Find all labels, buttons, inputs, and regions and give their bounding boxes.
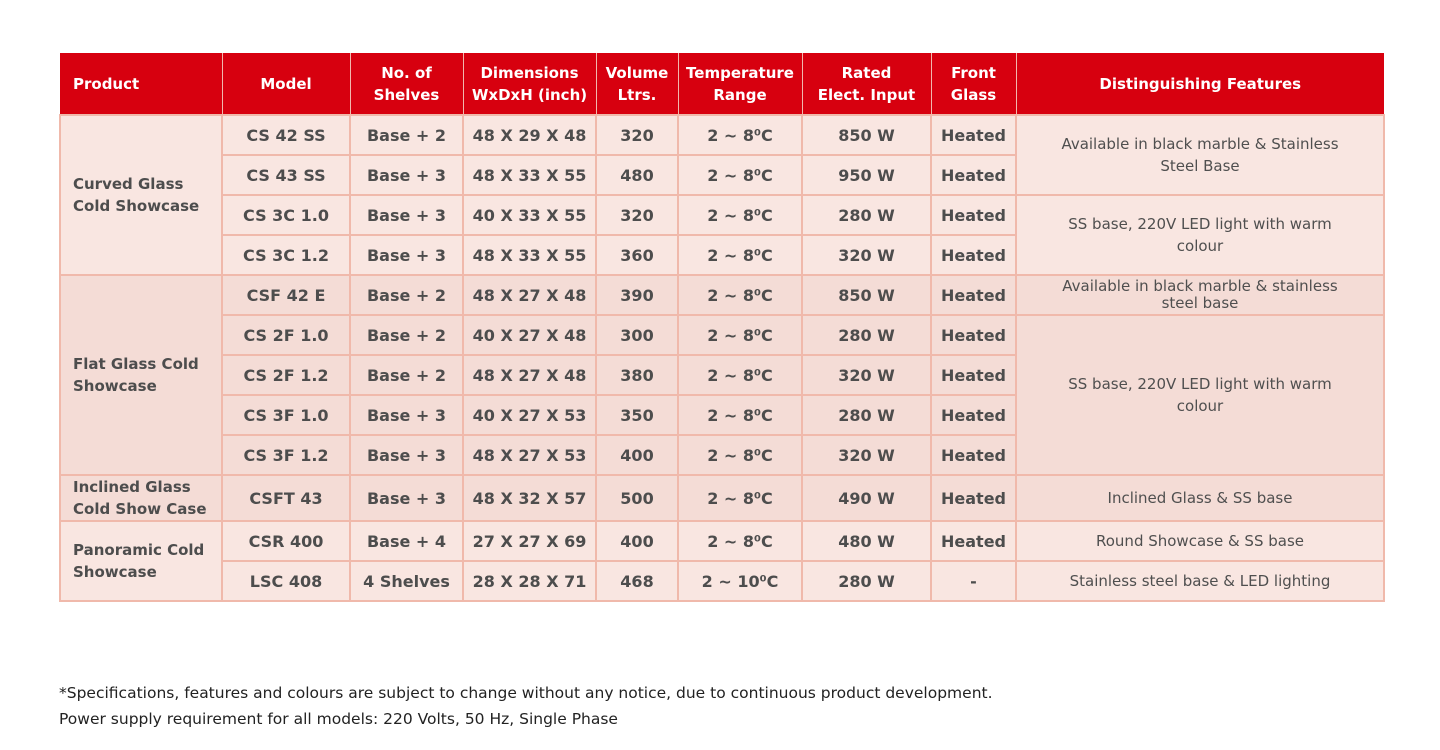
front-glass-cell: Heated — [931, 195, 1016, 235]
rated-input-cell: 320 W — [802, 435, 931, 475]
features-cell: Available in black marble & Stainless Steel Base — [1016, 115, 1384, 195]
dimensions-cell: 48 X 32 X 57 — [463, 475, 596, 521]
shelves-cell: 4 Shelves — [350, 561, 463, 601]
product-cell: Panoramic Cold Showcase — [60, 521, 222, 601]
shelves-cell: Base + 3 — [350, 235, 463, 275]
dimensions-cell: 48 X 27 X 48 — [463, 275, 596, 315]
front-glass-cell: Heated — [931, 235, 1016, 275]
shelves-cell: Base + 3 — [350, 475, 463, 521]
header-row — [60, 53, 1384, 115]
temperature-cell: 2 ~ 8⁰C — [678, 521, 802, 561]
shelves-cell: Base + 3 — [350, 395, 463, 435]
table-row — [60, 315, 1384, 355]
rated-input-cell: 280 W — [802, 561, 931, 601]
dimensions-cell: 40 X 27 X 53 — [463, 395, 596, 435]
model-cell: CS 3F 1.0 — [222, 395, 350, 435]
model-cell: CSF 42 E — [222, 275, 350, 315]
dimensions-cell: 40 X 27 X 48 — [463, 315, 596, 355]
front-glass-cell: Heated — [931, 275, 1016, 315]
features-cell: SS base, 220V LED light with warm colour — [1016, 195, 1384, 275]
rated-input-cell: 280 W — [802, 315, 931, 355]
volume-cell: 390 — [596, 275, 678, 315]
volume-cell: 350 — [596, 395, 678, 435]
temperature-cell: 2 ~ 8⁰C — [678, 315, 802, 355]
volume-cell: 320 — [596, 115, 678, 155]
shelves-cell: Base + 3 — [350, 155, 463, 195]
volume-cell: 300 — [596, 315, 678, 355]
model-cell: CS 3F 1.2 — [222, 435, 350, 475]
header-volume: Volume Ltrs. — [596, 53, 678, 115]
shelves-cell: Base + 3 — [350, 435, 463, 475]
volume-cell: 400 — [596, 521, 678, 561]
temperature-cell: 2 ~ 8⁰C — [678, 435, 802, 475]
features-cell: Inclined Glass & SS base — [1016, 475, 1384, 521]
table-row — [60, 521, 1384, 561]
volume-cell: 380 — [596, 355, 678, 395]
disclaimer-note: *Specifications, features and colours are subject to change without any notice, due to continuous product development. — [59, 684, 993, 702]
power-supply-note: Power supply requirement for all models: 220 Volts, 50 Hz, Single Phase — [59, 710, 618, 728]
front-glass-cell: - — [931, 561, 1016, 601]
dimensions-cell: 48 X 33 X 55 — [463, 235, 596, 275]
temperature-cell: 2 ~ 8⁰C — [678, 115, 802, 155]
rated-input-cell: 950 W — [802, 155, 931, 195]
model-cell: CS 3C 1.2 — [222, 235, 350, 275]
footnotes — [59, 680, 993, 732]
shelves-cell: Base + 2 — [350, 275, 463, 315]
features-cell: Stainless steel base & LED lighting — [1016, 561, 1384, 601]
header-rated-input: Rated Elect. Input — [802, 53, 931, 115]
table-row — [60, 115, 1384, 155]
shelves-cell: Base + 4 — [350, 521, 463, 561]
temperature-cell: 2 ~ 8⁰C — [678, 395, 802, 435]
front-glass-cell: Heated — [931, 155, 1016, 195]
table-row — [60, 561, 1384, 601]
dimensions-cell: 48 X 33 X 55 — [463, 155, 596, 195]
rated-input-cell: 850 W — [802, 275, 931, 315]
features-cell: Round Showcase & SS base — [1016, 521, 1384, 561]
temperature-cell: 2 ~ 10⁰C — [678, 561, 802, 601]
model-cell: CS 2F 1.2 — [222, 355, 350, 395]
dimensions-cell: 48 X 27 X 53 — [463, 435, 596, 475]
header-front-glass: Front Glass — [931, 53, 1016, 115]
dimensions-cell: 48 X 29 X 48 — [463, 115, 596, 155]
temperature-cell: 2 ~ 8⁰C — [678, 155, 802, 195]
front-glass-cell: Heated — [931, 475, 1016, 521]
front-glass-cell: Heated — [931, 521, 1016, 561]
dimensions-cell: 40 X 33 X 55 — [463, 195, 596, 235]
model-cell: CSFT 43 — [222, 475, 350, 521]
features-cell: SS base, 220V LED light with warm colour — [1016, 315, 1384, 475]
temperature-cell: 2 ~ 8⁰C — [678, 195, 802, 235]
model-cell: CS 43 SS — [222, 155, 350, 195]
shelves-cell: Base + 2 — [350, 115, 463, 155]
rated-input-cell: 490 W — [802, 475, 931, 521]
dimensions-cell: 48 X 27 X 48 — [463, 355, 596, 395]
rated-input-cell: 280 W — [802, 395, 931, 435]
model-cell: CS 42 SS — [222, 115, 350, 155]
front-glass-cell: Heated — [931, 355, 1016, 395]
front-glass-cell: Heated — [931, 315, 1016, 355]
rated-input-cell: 280 W — [802, 195, 931, 235]
rated-input-cell: 320 W — [802, 235, 931, 275]
temperature-cell: 2 ~ 8⁰C — [678, 475, 802, 521]
volume-cell: 360 — [596, 235, 678, 275]
table-row — [60, 475, 1384, 521]
table-row — [60, 275, 1384, 315]
volume-cell: 320 — [596, 195, 678, 235]
header-dimensions: Dimensions WxDxH (inch) — [463, 53, 596, 115]
rated-input-cell: 850 W — [802, 115, 931, 155]
volume-cell: 500 — [596, 475, 678, 521]
volume-cell: 400 — [596, 435, 678, 475]
table-row — [60, 195, 1384, 235]
volume-cell: 468 — [596, 561, 678, 601]
model-cell: CSR 400 — [222, 521, 350, 561]
rated-input-cell: 320 W — [802, 355, 931, 395]
header-temperature: Temperature Range — [678, 53, 802, 115]
product-cell: Curved Glass Cold Showcase — [60, 115, 222, 275]
header-product: Product — [60, 53, 222, 115]
rated-input-cell: 480 W — [802, 521, 931, 561]
product-cell: Flat Glass Cold Showcase — [60, 275, 222, 475]
header-model: Model — [222, 53, 350, 115]
features-cell: Available in black marble & stainless steel base — [1016, 275, 1384, 315]
volume-cell: 480 — [596, 155, 678, 195]
shelves-cell: Base + 2 — [350, 315, 463, 355]
temperature-cell: 2 ~ 8⁰C — [678, 355, 802, 395]
front-glass-cell: Heated — [931, 435, 1016, 475]
temperature-cell: 2 ~ 8⁰C — [678, 235, 802, 275]
front-glass-cell: Heated — [931, 395, 1016, 435]
dimensions-cell: 28 X 28 X 71 — [463, 561, 596, 601]
model-cell: LSC 408 — [222, 561, 350, 601]
header-features: Distinguishing Features — [1016, 53, 1384, 115]
model-cell: CS 3C 1.0 — [222, 195, 350, 235]
shelves-cell: Base + 3 — [350, 195, 463, 235]
front-glass-cell: Heated — [931, 115, 1016, 155]
dimensions-cell: 27 X 27 X 69 — [463, 521, 596, 561]
model-cell: CS 2F 1.0 — [222, 315, 350, 355]
spec-table — [59, 53, 1385, 602]
temperature-cell: 2 ~ 8⁰C — [678, 275, 802, 315]
header-shelves: No. of Shelves — [350, 53, 463, 115]
shelves-cell: Base + 2 — [350, 355, 463, 395]
product-cell: Inclined Glass Cold Show Case — [60, 475, 222, 521]
